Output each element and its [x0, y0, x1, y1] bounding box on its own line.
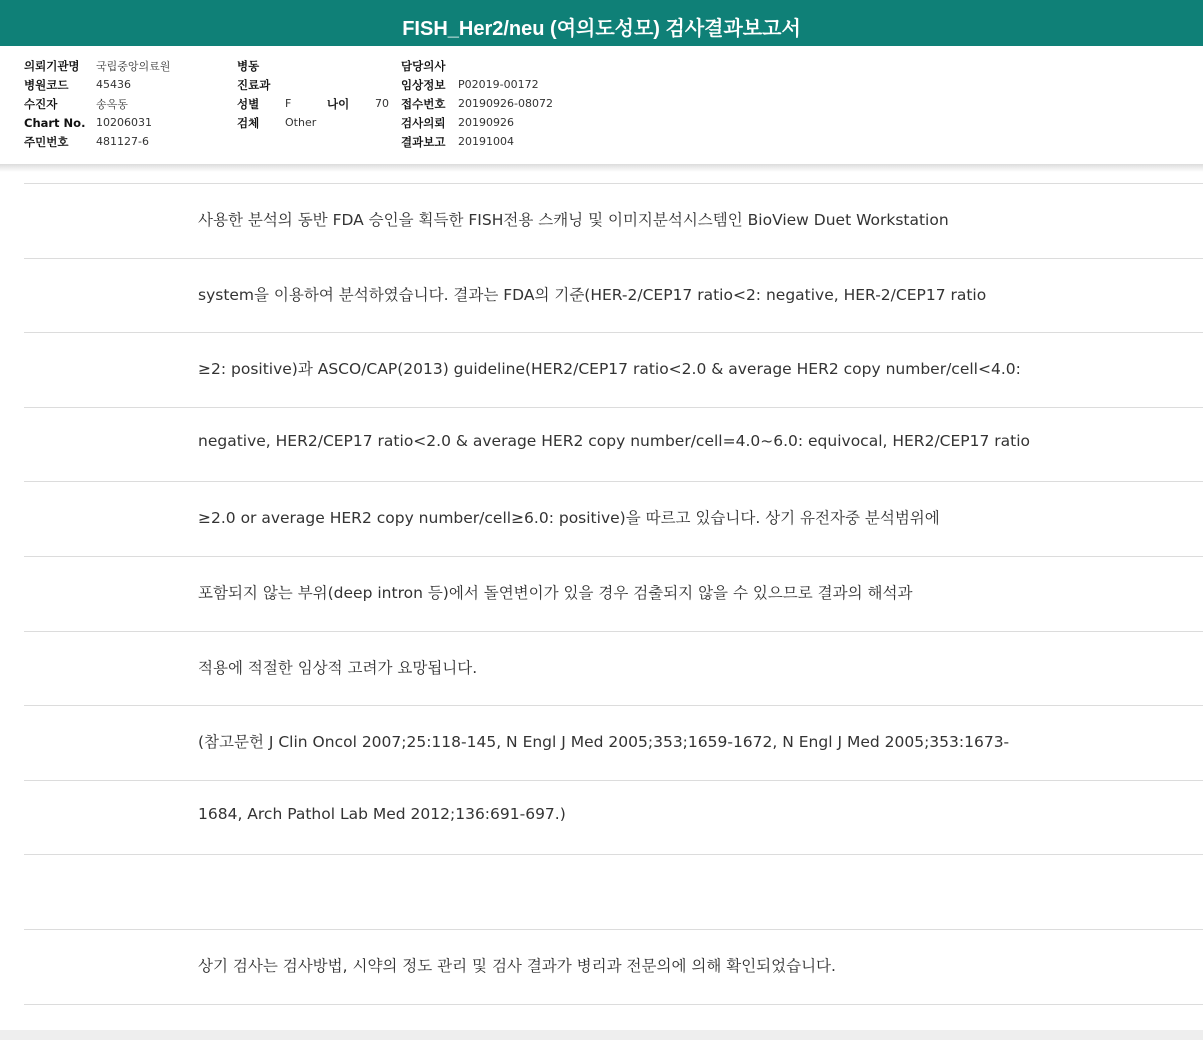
patient-info-column-3 — [401, 56, 553, 151]
info-row-request-date — [401, 113, 553, 132]
report-line-text: 사용한 분석의 동반 FDA 승인을 획득한 FISH전용 스캐닝 및 이미지분석시스템인 BioView Duet Workstation — [198, 211, 949, 229]
header-shadow — [0, 164, 1203, 172]
clinical-info-value: P02019-00172 — [458, 78, 539, 91]
clinical-info-label: 임상정보 — [401, 77, 446, 92]
resident-no-value: 481127-6 — [96, 135, 149, 148]
report-line-text: (참고문헌 J Clin Oncol 2007;25:118-145, N Engl J Med 2005;353;1659-1672, N Engl J Med 2005;353:1673- — [198, 733, 1010, 752]
patient-info-column-1 — [24, 56, 170, 151]
report-line — [24, 929, 1203, 1004]
report-date-value: 20191004 — [458, 135, 514, 148]
report-line-text: 적용에 적절한 임상적 고려가 요망됩니다. — [198, 658, 478, 677]
report-line-text: 상기 검사는 검사방법, 시약의 정도 관리 및 검사 결과가 병리과 전문의에 의해 확인되었습니다. — [198, 956, 836, 975]
report-line-text: ≥2: positive)과 ASCO/CAP(2013) guideline(HER2/CEP17 ratio<2.0 & average HER2 copy number/cell<4.0: — [198, 360, 1021, 379]
info-row-chart-no — [24, 113, 170, 132]
specimen-label: 검체 — [237, 115, 260, 130]
report-line-text: negative, HER2/CEP17 ratio<2.0 & average HER2 copy number/cell=4.0~6.0: equivocal, HER2/CEP17 ratio — [198, 431, 1031, 450]
report-line — [24, 258, 1203, 333]
report-line-text: 포함되지 않는 부위(deep intron 등)에서 돌연변이가 있을 경우 검출되지 않을 수 있으므로 결과의 해석과 — [198, 583, 913, 602]
report-line — [24, 705, 1203, 780]
report-line-text: 1684, Arch Pathol Lab Med 2012;136:691-697.) — [198, 804, 566, 823]
chart-no-label: Chart No. — [24, 115, 86, 130]
report-line — [24, 407, 1203, 482]
info-row-patient-name — [24, 94, 170, 113]
info-row-hospital-code — [24, 75, 170, 94]
report-line — [24, 481, 1203, 556]
doctor-label: 담당의사 — [401, 58, 446, 73]
report-line-text: system을 이용하여 분석하였습니다. 결과는 FDA의 기준(HER-2/CEP17 ratio<2: negative, HER-2/CEP17 ratio — [198, 285, 987, 304]
info-row-institution — [24, 56, 170, 75]
hospital-code-label: 병원코드 — [24, 77, 69, 92]
info-row-report-date — [401, 132, 553, 151]
info-row-sex-age — [237, 94, 389, 113]
report-date-label: 결과보고 — [401, 134, 446, 149]
sex-value: F — [285, 97, 292, 110]
report-line — [24, 631, 1203, 706]
request-date-label: 검사의뢰 — [401, 115, 446, 130]
report-line — [24, 332, 1203, 407]
patient-info-column-2 — [237, 56, 389, 132]
report-line — [24, 183, 1203, 258]
report-line — [24, 780, 1203, 855]
report-line-text: ≥2.0 or average HER2 copy number/cell≥6.0: positive)을 따르고 있습니다. 상기 유전자중 분석범위에 — [198, 509, 940, 528]
footer-bar — [0, 1030, 1203, 1040]
age-label: 나이 — [327, 96, 350, 111]
report-line — [24, 556, 1203, 631]
patient-name-value: 송옥동 — [96, 97, 128, 111]
info-row-specimen — [237, 113, 389, 132]
patient-info-header — [0, 46, 1203, 165]
info-row-clinical-info — [401, 75, 553, 94]
age-value: 70 — [375, 97, 389, 110]
report-line — [24, 854, 1203, 929]
patient-name-label: 수진자 — [24, 96, 58, 111]
info-row-doctor — [401, 56, 553, 75]
info-row-receipt-no — [401, 94, 553, 113]
sex-label: 성별 — [237, 96, 260, 111]
specimen-value: Other — [285, 116, 317, 129]
hospital-code-value: 45436 — [96, 78, 131, 91]
info-row-ward — [237, 56, 389, 75]
resident-no-label: 주민번호 — [24, 134, 69, 149]
receipt-no-value: 20190926-08072 — [458, 97, 553, 110]
report-title: FISH_Her2/neu (여의도성모) 검사결과보고서 — [0, 0, 1203, 46]
institution-label: 의뢰기관명 — [24, 58, 80, 73]
department-label: 진료과 — [237, 77, 271, 92]
ward-label: 병동 — [237, 58, 260, 73]
report-body — [24, 183, 1203, 1005]
report-end-border — [24, 1004, 1203, 1005]
request-date-value: 20190926 — [458, 116, 514, 129]
info-row-department — [237, 75, 389, 94]
institution-value: 국립중앙의료원 — [96, 59, 171, 73]
chart-no-value: 10206031 — [96, 116, 152, 129]
receipt-no-label: 접수번호 — [401, 96, 446, 111]
info-row-resident-no — [24, 132, 170, 151]
